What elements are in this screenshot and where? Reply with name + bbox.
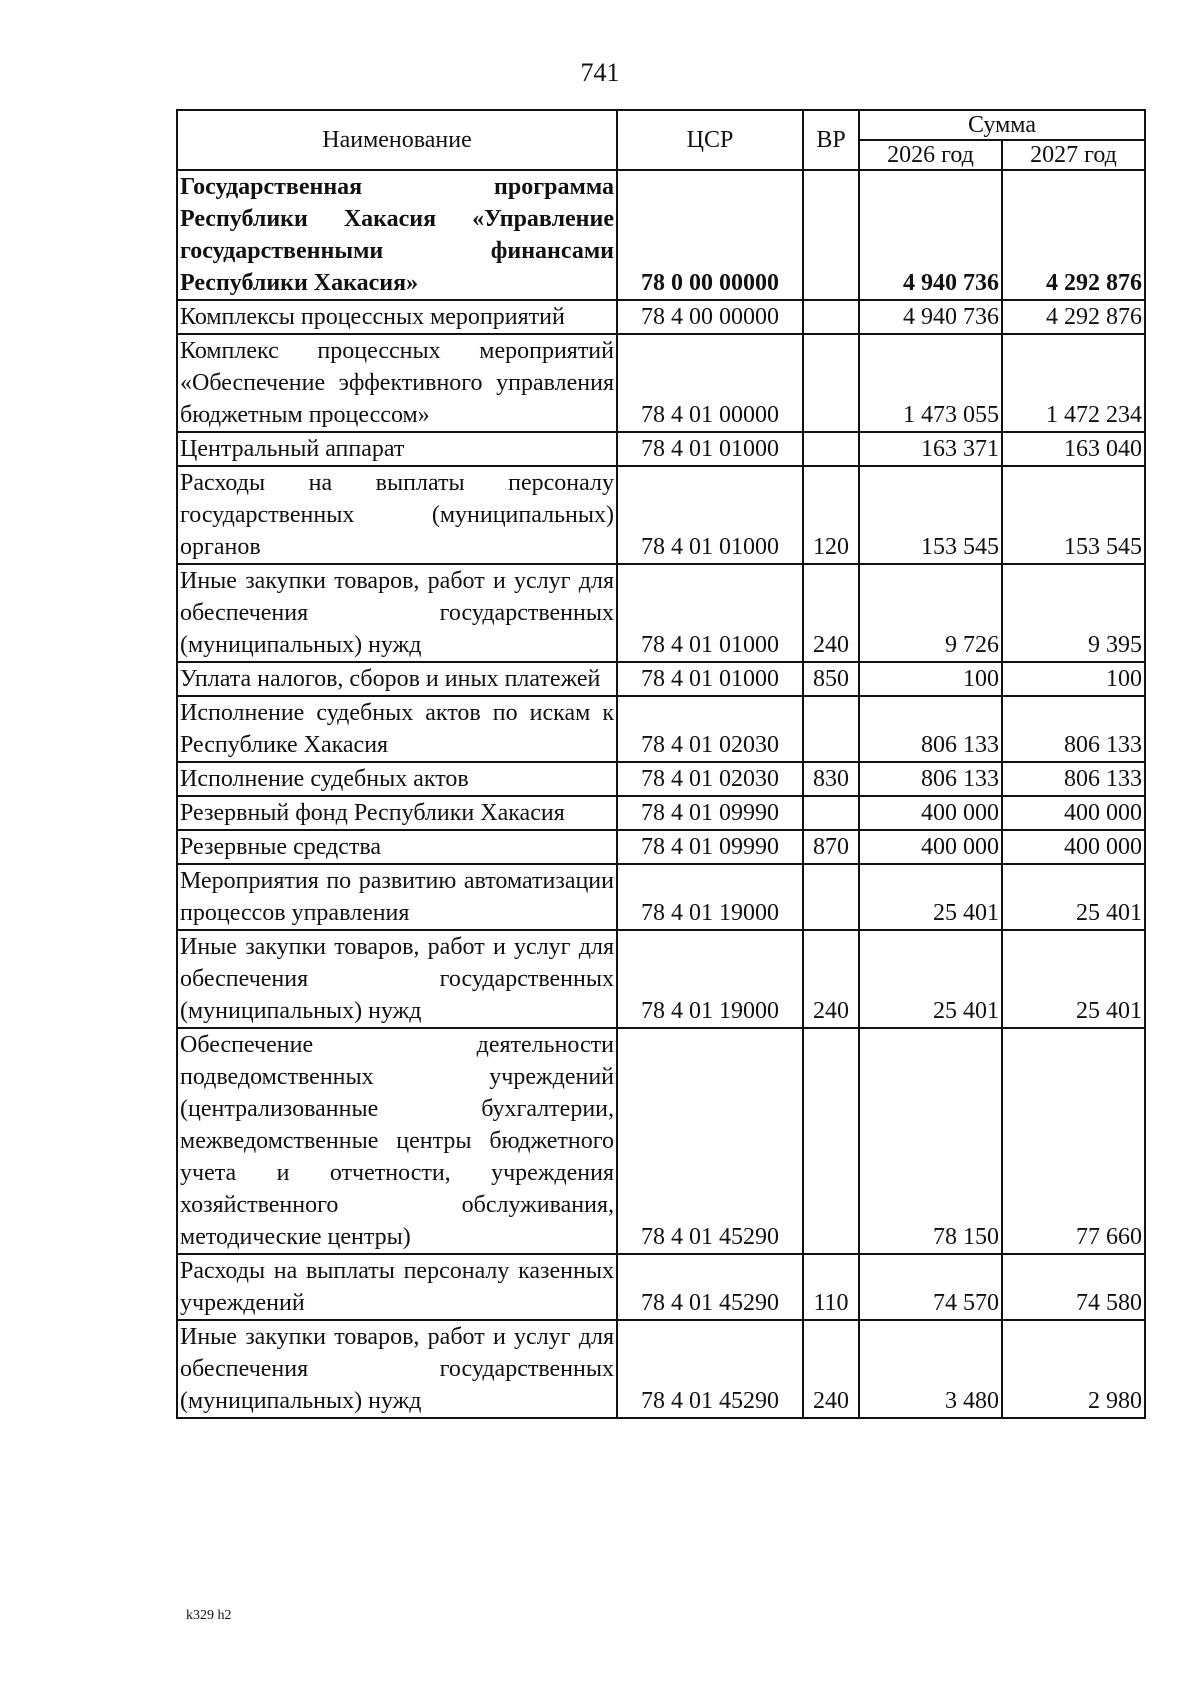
cell-sum-2027: 25 401 bbox=[1002, 930, 1145, 1028]
cell-sum-2026: 806 133 bbox=[859, 762, 1002, 796]
table-row bbox=[177, 1028, 1145, 1254]
cell-sum-2027: 2 980 bbox=[1002, 1320, 1145, 1418]
cell-name: Центральный аппарат bbox=[177, 432, 617, 466]
cell-name: Расходы на выплаты персоналу казенных учреждений bbox=[177, 1254, 617, 1320]
cell-name: Обеспечение деятельности подведомственных учреждений (централизованные бухгалтерии, межведомственные центры бюджетного учета и отчетности, учреждения хозяйственного обслуживания, методические центры) bbox=[177, 1028, 617, 1254]
cell-name: Комплекс процессных мероприятий «Обеспечение эффективного управления бюджетным процессом» bbox=[177, 334, 617, 432]
cell-sum-2027: 4 292 876 bbox=[1002, 170, 1145, 300]
cell-csr: 78 4 01 01000 bbox=[617, 466, 803, 564]
cell-sum-2026: 1 473 055 bbox=[859, 334, 1002, 432]
table-row bbox=[177, 696, 1145, 762]
cell-name: Мероприятия по развитию автоматизации процессов управления bbox=[177, 864, 617, 930]
cell-name: Резервный фонд Республики Хакасия bbox=[177, 796, 617, 830]
table-row bbox=[177, 170, 1145, 300]
table-row bbox=[177, 466, 1145, 564]
page-number: 741 bbox=[580, 58, 620, 87]
cell-csr: 78 4 01 19000 bbox=[617, 864, 803, 930]
footer-code: k329 h2 bbox=[186, 1608, 232, 1623]
cell-vr: 120 bbox=[803, 466, 859, 564]
cell-sum-2027: 806 133 bbox=[1002, 762, 1145, 796]
cell-sum-2027: 4 292 876 bbox=[1002, 300, 1145, 334]
cell-vr bbox=[803, 170, 859, 300]
cell-sum-2026: 400 000 bbox=[859, 796, 1002, 830]
cell-vr bbox=[803, 1028, 859, 1254]
cell-csr: 78 4 01 45290 bbox=[617, 1028, 803, 1254]
cell-name: Иные закупки товаров, работ и услуг для обеспечения государственных (муниципальных) нужд bbox=[177, 1320, 617, 1418]
cell-csr: 78 4 01 01000 bbox=[617, 662, 803, 696]
cell-sum-2027: 806 133 bbox=[1002, 696, 1145, 762]
cell-csr: 78 4 01 01000 bbox=[617, 564, 803, 662]
cell-name: Иные закупки товаров, работ и услуг для обеспечения государственных (муниципальных) нужд bbox=[177, 564, 617, 662]
cell-sum-2026: 25 401 bbox=[859, 930, 1002, 1028]
table-row bbox=[177, 1254, 1145, 1320]
cell-sum-2026: 78 150 bbox=[859, 1028, 1002, 1254]
table-row bbox=[177, 300, 1145, 334]
cell-sum-2026: 4 940 736 bbox=[859, 170, 1002, 300]
cell-name: Резервные средства bbox=[177, 830, 617, 864]
cell-sum-2027: 400 000 bbox=[1002, 796, 1145, 830]
cell-vr bbox=[803, 864, 859, 930]
table-row bbox=[177, 830, 1145, 864]
cell-sum-2026: 153 545 bbox=[859, 466, 1002, 564]
cell-csr: 78 4 01 45290 bbox=[617, 1254, 803, 1320]
cell-csr: 78 4 01 02030 bbox=[617, 696, 803, 762]
table-header bbox=[177, 110, 1145, 170]
cell-sum-2027: 163 040 bbox=[1002, 432, 1145, 466]
cell-name: Иные закупки товаров, работ и услуг для обеспечения государственных (муниципальных) нужд bbox=[177, 930, 617, 1028]
cell-csr: 78 4 01 02030 bbox=[617, 762, 803, 796]
cell-vr: 830 bbox=[803, 762, 859, 796]
cell-sum-2026: 74 570 bbox=[859, 1254, 1002, 1320]
cell-vr: 870 bbox=[803, 830, 859, 864]
budget-table bbox=[176, 109, 1146, 1419]
cell-csr: 78 4 01 09990 bbox=[617, 796, 803, 830]
cell-sum-2026: 9 726 bbox=[859, 564, 1002, 662]
cell-csr: 78 4 01 19000 bbox=[617, 930, 803, 1028]
cell-vr: 240 bbox=[803, 564, 859, 662]
table-row bbox=[177, 662, 1145, 696]
cell-csr: 78 4 01 01000 bbox=[617, 432, 803, 466]
table-row bbox=[177, 1320, 1145, 1418]
table-row bbox=[177, 864, 1145, 930]
cell-sum-2027: 77 660 bbox=[1002, 1028, 1145, 1254]
table-row bbox=[177, 334, 1145, 432]
cell-vr: 240 bbox=[803, 930, 859, 1028]
cell-csr: 78 4 00 00000 bbox=[617, 300, 803, 334]
table-row bbox=[177, 564, 1145, 662]
cell-name: Государственная программа Республики Хакасия «Управление государственными финансами Республики Хакасия» bbox=[177, 170, 617, 300]
header-year-2026: 2026 год bbox=[859, 140, 1002, 170]
table-row bbox=[177, 762, 1145, 796]
header-name: Наименование bbox=[177, 110, 617, 170]
cell-sum-2027: 400 000 bbox=[1002, 830, 1145, 864]
cell-sum-2027: 100 bbox=[1002, 662, 1145, 696]
cell-name: Исполнение судебных актов bbox=[177, 762, 617, 796]
cell-sum-2026: 4 940 736 bbox=[859, 300, 1002, 334]
table-row bbox=[177, 432, 1145, 466]
table-body bbox=[177, 170, 1145, 1418]
cell-sum-2027: 25 401 bbox=[1002, 864, 1145, 930]
cell-sum-2026: 3 480 bbox=[859, 1320, 1002, 1418]
cell-vr: 110 bbox=[803, 1254, 859, 1320]
cell-sum-2026: 806 133 bbox=[859, 696, 1002, 762]
header-year-2027: 2027 год bbox=[1002, 140, 1145, 170]
cell-vr bbox=[803, 334, 859, 432]
table-row bbox=[177, 796, 1145, 830]
cell-sum-2027: 74 580 bbox=[1002, 1254, 1145, 1320]
cell-sum-2026: 100 bbox=[859, 662, 1002, 696]
cell-csr: 78 4 01 00000 bbox=[617, 334, 803, 432]
header-sum: Сумма bbox=[859, 110, 1145, 140]
cell-vr bbox=[803, 796, 859, 830]
cell-csr: 78 4 01 09990 bbox=[617, 830, 803, 864]
cell-sum-2026: 163 371 bbox=[859, 432, 1002, 466]
cell-name: Расходы на выплаты персоналу государственных (муниципальных) органов bbox=[177, 466, 617, 564]
cell-vr bbox=[803, 300, 859, 334]
cell-vr bbox=[803, 696, 859, 762]
header-csr: ЦСР bbox=[617, 110, 803, 170]
cell-sum-2026: 25 401 bbox=[859, 864, 1002, 930]
cell-name: Комплексы процессных мероприятий bbox=[177, 300, 617, 334]
cell-csr: 78 4 01 45290 bbox=[617, 1320, 803, 1418]
cell-vr: 850 bbox=[803, 662, 859, 696]
cell-sum-2026: 400 000 bbox=[859, 830, 1002, 864]
cell-sum-2027: 9 395 bbox=[1002, 564, 1145, 662]
cell-vr bbox=[803, 432, 859, 466]
cell-name: Исполнение судебных актов по искам к Республике Хакасия bbox=[177, 696, 617, 762]
cell-sum-2027: 1 472 234 bbox=[1002, 334, 1145, 432]
header-vr: ВР bbox=[803, 110, 859, 170]
cell-vr: 240 bbox=[803, 1320, 859, 1418]
cell-name: Уплата налогов, сборов и иных платежей bbox=[177, 662, 617, 696]
cell-sum-2027: 153 545 bbox=[1002, 466, 1145, 564]
table-row bbox=[177, 930, 1145, 1028]
cell-csr: 78 0 00 00000 bbox=[617, 170, 803, 300]
